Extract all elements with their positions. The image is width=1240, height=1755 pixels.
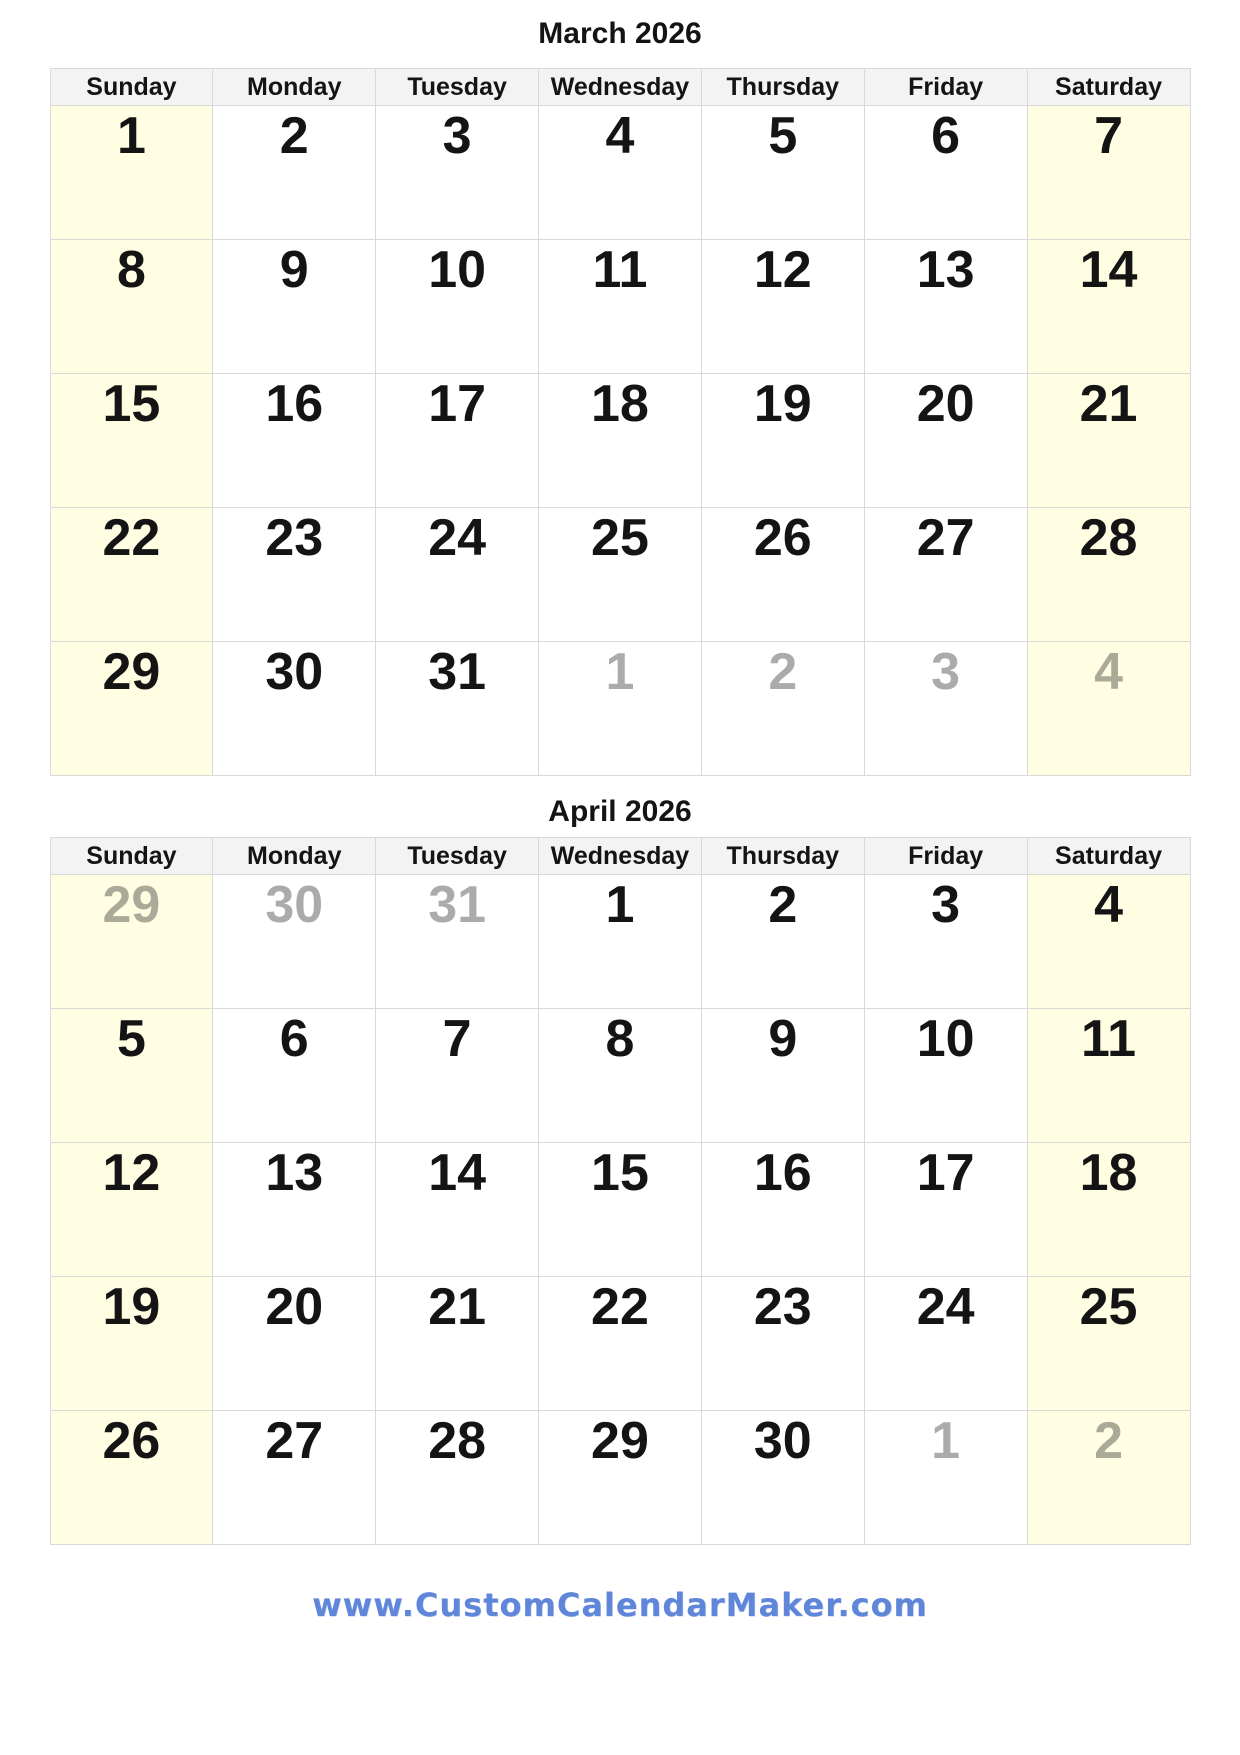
weekday-header-row [50,838,1190,875]
day-cell: 14 [376,1143,539,1277]
day-cell: 15 [50,374,213,508]
day-cell: 23 [213,508,376,642]
day-cell-adjacent-month: 2 [701,642,864,776]
day-cell: 10 [376,240,539,374]
day-cell: 10 [864,1009,1027,1143]
weekday-header: Tuesday [376,69,539,106]
week-row [50,106,1190,240]
day-cell: 13 [864,240,1027,374]
day-cell: 1 [50,106,213,240]
day-cell: 29 [50,642,213,776]
weekday-header: Saturday [1027,69,1190,106]
day-cell: 28 [376,1411,539,1545]
day-cell: 24 [376,508,539,642]
day-cell: 5 [50,1009,213,1143]
weekday-header: Monday [213,69,376,106]
day-cell: 17 [376,374,539,508]
day-cell: 28 [1027,508,1190,642]
week-row [50,1143,1190,1277]
day-cell: 6 [864,106,1027,240]
week-row [50,508,1190,642]
day-cell-adjacent-month: 1 [539,642,702,776]
day-cell: 26 [50,1411,213,1545]
day-cell: 19 [50,1277,213,1411]
week-row [50,875,1190,1009]
day-cell-adjacent-month: 1 [864,1411,1027,1545]
day-cell-adjacent-month: 4 [1027,642,1190,776]
month-grid-body [50,106,1190,776]
month-title: March 2026 [538,17,702,50]
day-cell-adjacent-month: 2 [1027,1411,1190,1545]
footer [0,1587,1240,1623]
weekday-header: Saturday [1027,838,1190,875]
day-cell: 14 [1027,240,1190,374]
day-cell: 24 [864,1277,1027,1411]
day-cell: 12 [50,1143,213,1277]
day-cell: 27 [864,508,1027,642]
day-cell: 26 [701,508,864,642]
weekday-header: Friday [864,69,1027,106]
day-cell: 3 [376,106,539,240]
day-cell: 2 [701,875,864,1009]
weekday-header: Wednesday [539,838,702,875]
day-cell: 7 [1027,106,1190,240]
month-grid [50,68,1191,776]
week-row [50,1009,1190,1143]
day-cell: 22 [539,1277,702,1411]
day-cell: 13 [213,1143,376,1277]
day-cell: 8 [50,240,213,374]
day-cell: 30 [701,1411,864,1545]
day-cell: 5 [701,106,864,240]
day-cell: 18 [1027,1143,1190,1277]
day-cell: 15 [539,1143,702,1277]
weekday-header: Thursday [701,838,864,875]
weekday-header: Thursday [701,69,864,106]
day-cell: 9 [701,1009,864,1143]
day-cell: 16 [701,1143,864,1277]
weekday-header: Sunday [50,838,213,875]
day-cell-adjacent-month: 3 [864,642,1027,776]
day-cell: 16 [213,374,376,508]
day-cell-adjacent-month: 29 [50,875,213,1009]
month-title: April 2026 [548,795,692,828]
week-row [50,1411,1190,1545]
day-cell: 20 [864,374,1027,508]
day-cell-adjacent-month: 30 [213,875,376,1009]
day-cell: 4 [1027,875,1190,1009]
weekday-header-row [50,69,1190,106]
week-row [50,374,1190,508]
day-cell: 29 [539,1411,702,1545]
day-cell: 18 [539,374,702,508]
weekday-header: Monday [213,838,376,875]
day-cell: 31 [376,642,539,776]
month-grid-body [50,875,1190,1545]
day-cell: 12 [701,240,864,374]
day-cell: 20 [213,1277,376,1411]
day-cell: 23 [701,1277,864,1411]
week-row [50,642,1190,776]
day-cell: 21 [1027,374,1190,508]
day-cell: 11 [539,240,702,374]
day-cell: 25 [1027,1277,1190,1411]
weekday-header: Friday [864,838,1027,875]
day-cell: 17 [864,1143,1027,1277]
day-cell: 2 [213,106,376,240]
day-cell-adjacent-month: 31 [376,875,539,1009]
weekday-header: Wednesday [539,69,702,106]
day-cell: 21 [376,1277,539,1411]
week-row [50,240,1190,374]
month-grid [50,837,1191,1545]
week-row [50,1277,1190,1411]
day-cell: 25 [539,508,702,642]
day-cell: 22 [50,508,213,642]
day-cell: 7 [376,1009,539,1143]
day-cell: 1 [539,875,702,1009]
day-cell: 3 [864,875,1027,1009]
weekday-header: Sunday [50,69,213,106]
day-cell: 4 [539,106,702,240]
day-cell: 8 [539,1009,702,1143]
weekday-header: Tuesday [376,838,539,875]
day-cell: 30 [213,642,376,776]
day-cell: 6 [213,1009,376,1143]
day-cell: 27 [213,1411,376,1545]
day-cell: 19 [701,374,864,508]
day-cell: 9 [213,240,376,374]
calendar-april [50,796,1191,1545]
calendar-march [50,0,1191,776]
footer-site-link[interactable]: www.CustomCalendarMaker.com [312,1586,928,1624]
day-cell: 11 [1027,1009,1190,1143]
